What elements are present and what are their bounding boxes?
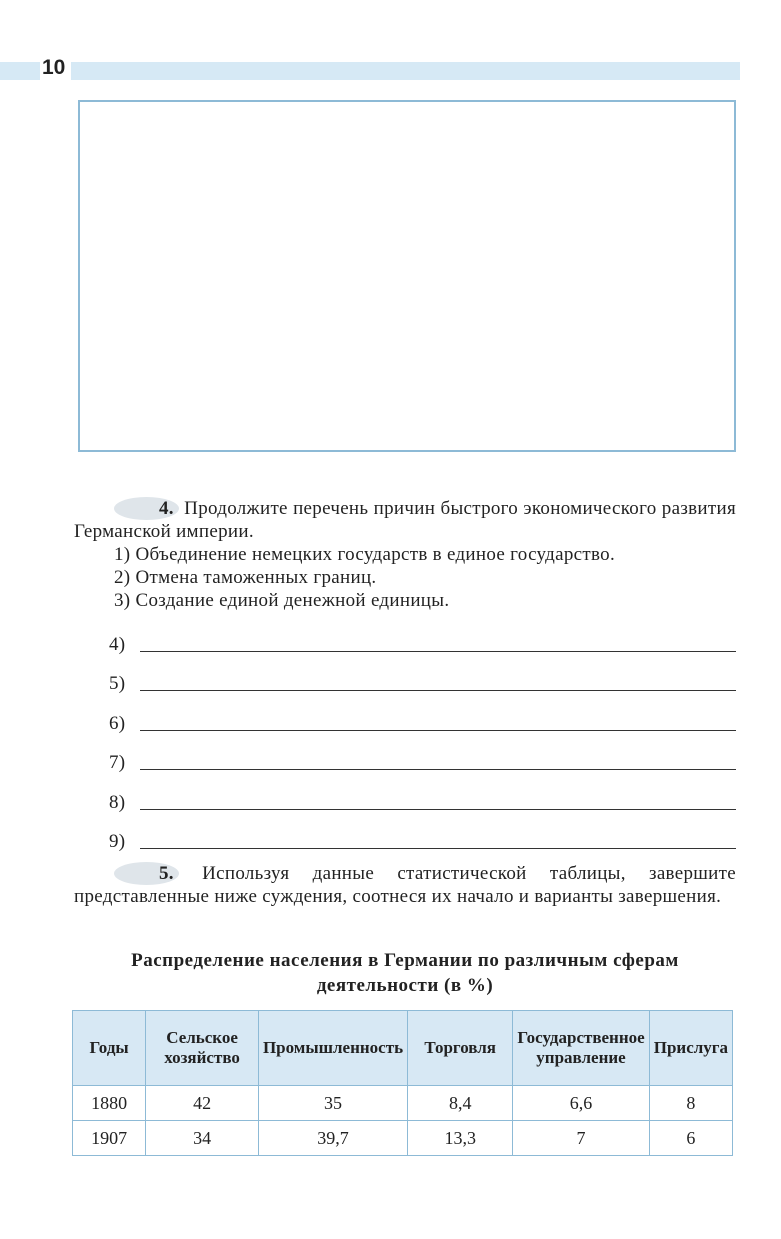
cell-trade: 8,4 xyxy=(408,1086,513,1121)
cell-industry: 35 xyxy=(258,1086,407,1121)
col-header-trade: Торговля xyxy=(408,1011,513,1086)
answer-row-label: 7) xyxy=(109,752,126,773)
answer-row-label: 4) xyxy=(109,633,126,655)
answer-row-5 xyxy=(109,656,736,696)
answer-row-7 xyxy=(109,735,736,775)
task-5-intro xyxy=(74,862,736,908)
table-row xyxy=(73,1121,733,1156)
answer-row-label: 9) xyxy=(109,831,126,852)
answer-line[interactable] xyxy=(140,808,736,810)
answer-row-6 xyxy=(109,695,736,735)
page-header-strip xyxy=(0,62,740,80)
col-header-agriculture: Сельское хозяйство xyxy=(146,1011,259,1086)
answer-row-8 xyxy=(109,774,736,814)
col-header-years: Годы xyxy=(73,1011,146,1086)
answer-line[interactable] xyxy=(140,650,736,652)
table-title: Распределение населения в Германии по различным сферам деятельности (в %) xyxy=(131,950,679,996)
answer-blanks xyxy=(74,616,736,853)
cell-servants: 8 xyxy=(649,1086,732,1121)
task-4-text: Продолжите перечень причин быстрого экономического развития Германской империи. xyxy=(74,498,736,542)
cell-industry: 39,7 xyxy=(258,1121,407,1156)
given-cause-3: 3) Создание единой денежной единицы. xyxy=(114,590,450,611)
page-number: 10 xyxy=(40,56,71,80)
cell-trade: 13,3 xyxy=(408,1121,513,1156)
table-row xyxy=(73,1086,733,1121)
task-4 xyxy=(74,497,736,853)
answer-line[interactable] xyxy=(140,729,736,731)
answer-row-4 xyxy=(109,616,736,656)
drawing-answer-box[interactable] xyxy=(78,100,736,452)
answer-row-label: 6) xyxy=(109,712,126,734)
table-header-row xyxy=(73,1011,733,1086)
cell-government: 7 xyxy=(513,1121,649,1156)
answer-line[interactable] xyxy=(140,847,736,849)
cell-government: 6,6 xyxy=(513,1086,649,1121)
answer-row-label: 8) xyxy=(109,791,126,813)
cell-year: 1907 xyxy=(73,1121,146,1156)
task-5-text: Используя данные статистической таблицы, завершите представленные ниже суждения, соотнеся их начало и варианты завершения. xyxy=(74,863,736,907)
task-5-number: 5. xyxy=(114,862,179,885)
cell-servants: 6 xyxy=(649,1121,732,1156)
col-header-industry: Промышленность xyxy=(258,1011,407,1086)
answer-row-9 xyxy=(109,814,736,854)
answer-line[interactable] xyxy=(140,768,736,770)
cell-agriculture: 34 xyxy=(146,1121,259,1156)
answer-line[interactable] xyxy=(140,689,736,691)
cell-year: 1880 xyxy=(73,1086,146,1121)
col-header-servants: Прислуга xyxy=(649,1011,732,1086)
col-header-government: Государственное управление xyxy=(513,1011,649,1086)
population-table xyxy=(72,1010,733,1156)
given-cause-1: 1) Объединение немецких государств в единое государство. xyxy=(114,544,615,565)
task-4-intro xyxy=(74,497,736,543)
task-5 xyxy=(74,862,736,908)
given-cause-2: 2) Отмена таможенных границ. xyxy=(114,567,377,588)
task-4-number: 4. xyxy=(114,497,179,520)
cell-agriculture: 42 xyxy=(146,1086,259,1121)
answer-row-label: 5) xyxy=(109,673,126,694)
